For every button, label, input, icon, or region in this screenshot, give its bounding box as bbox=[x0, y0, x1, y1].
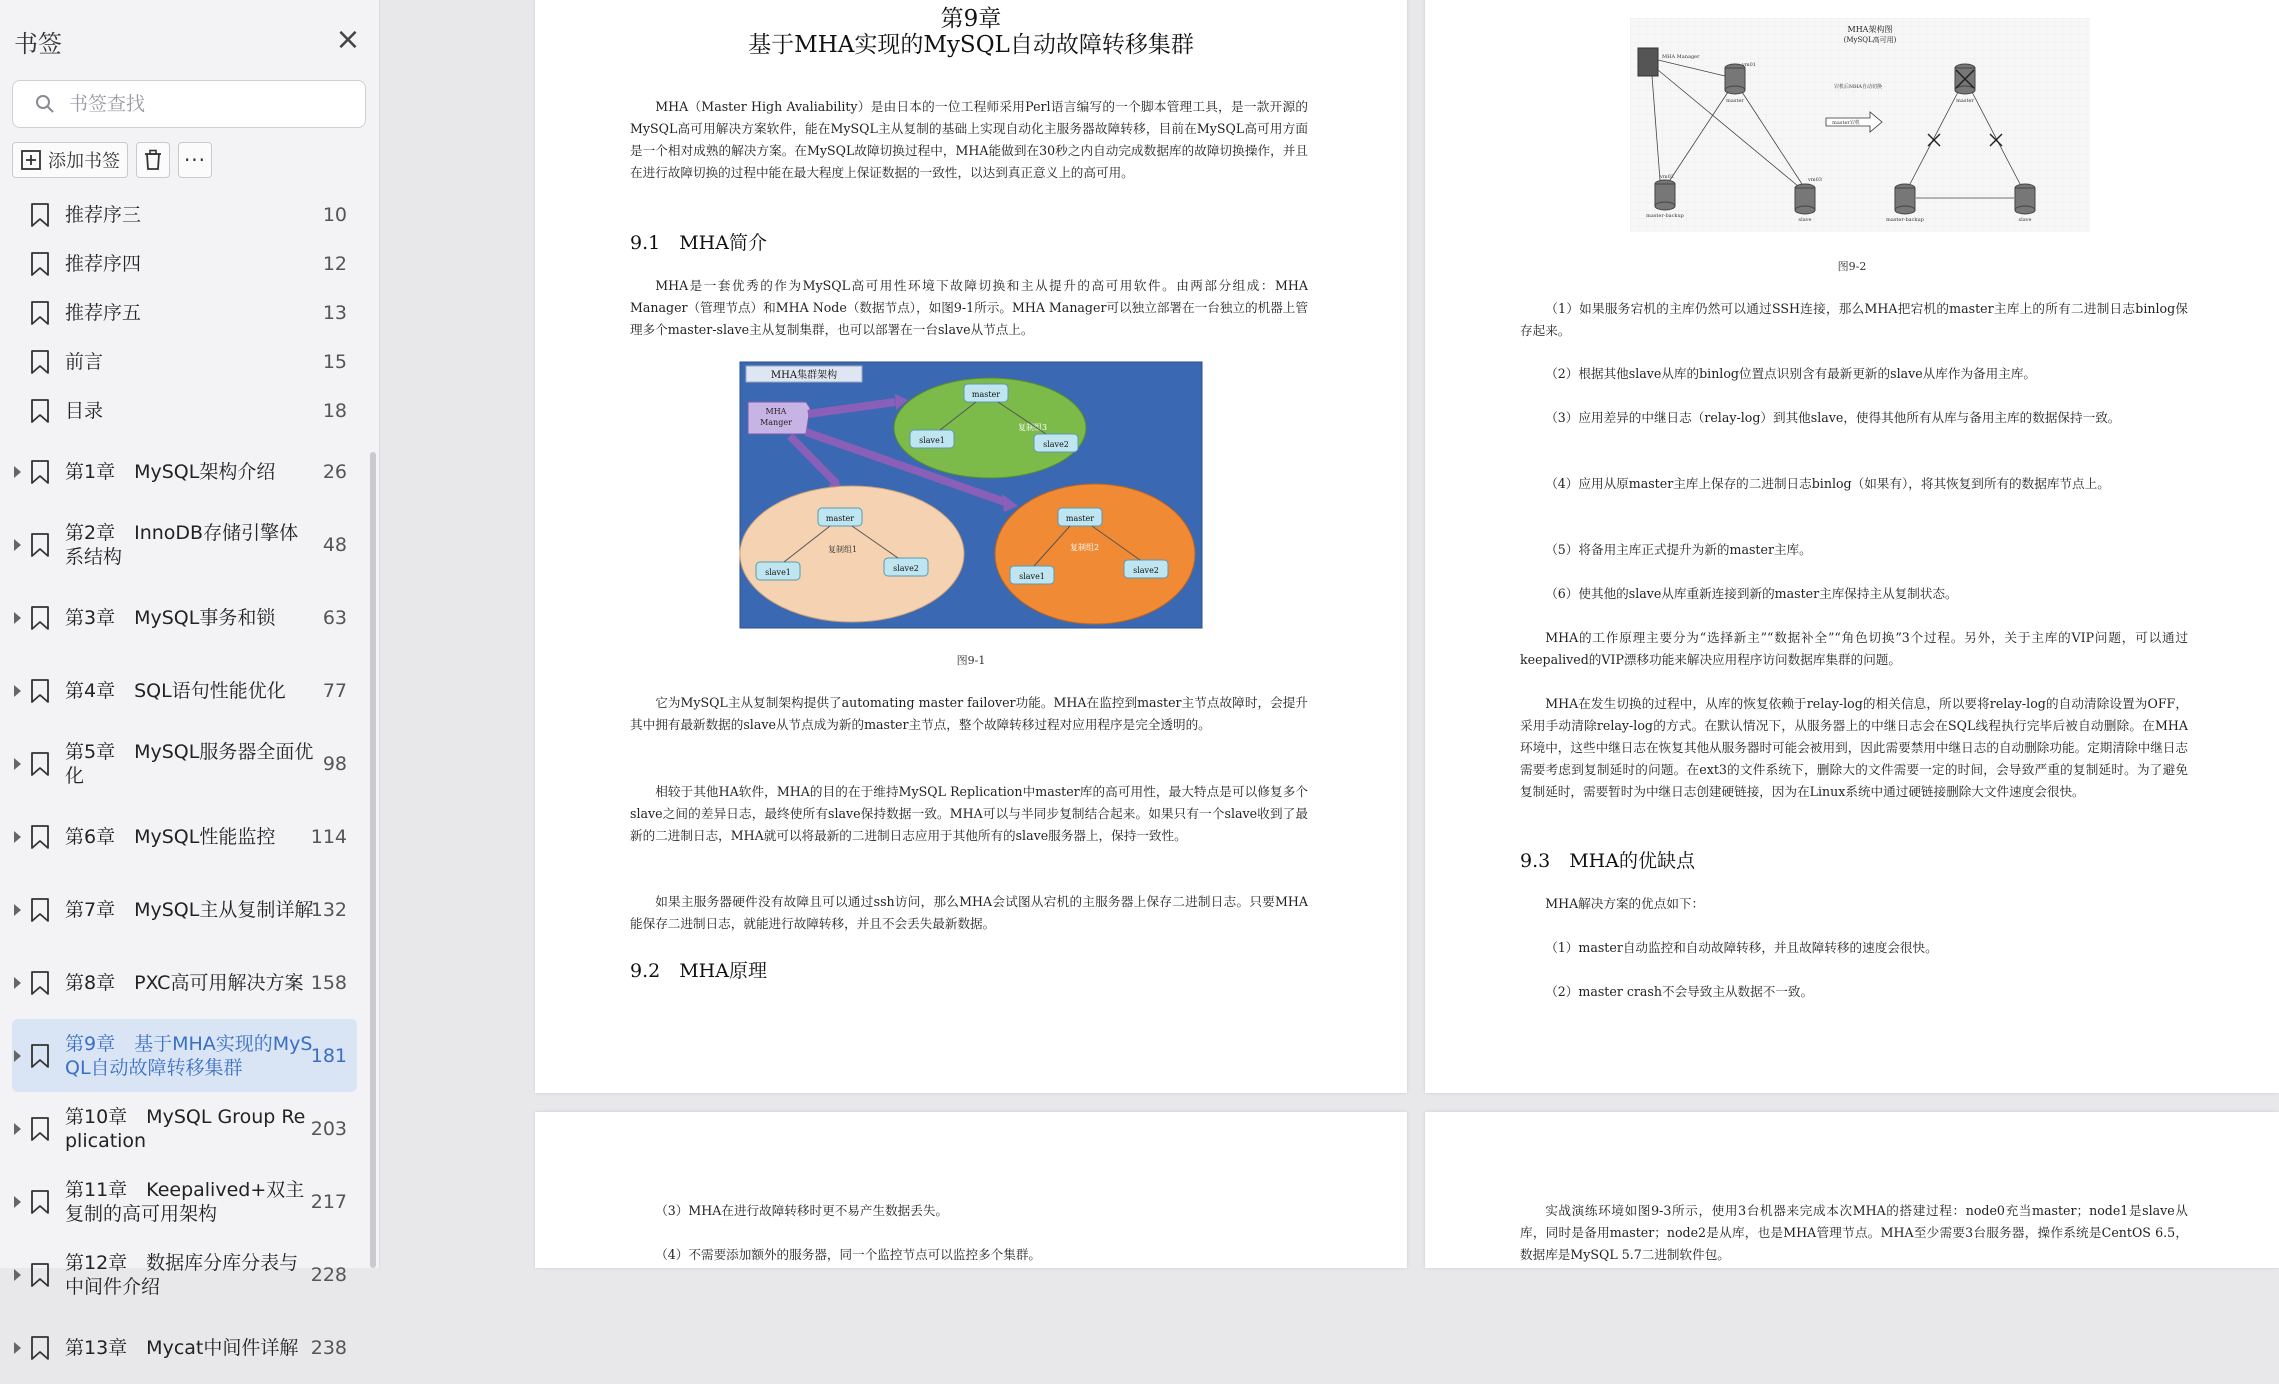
bookmark-label: 第7章 MySQL主从复制详解 bbox=[65, 898, 314, 921]
fig1-g2-master: master bbox=[1065, 514, 1095, 523]
bookmark-label: 第4章 SQL语句性能优化 bbox=[65, 679, 286, 702]
bookmark-item[interactable] bbox=[12, 800, 357, 873]
bookmark-page-number: 13 bbox=[322, 301, 347, 324]
svg-text:MHA: MHA bbox=[765, 407, 787, 416]
expand-caret-icon[interactable] bbox=[14, 1050, 21, 1062]
bookmark-label: 第9章 基于MHA实现的MySQL自动故障转移集群 bbox=[65, 1032, 313, 1079]
bookmark-label: 第2章 InnoDB存储引擎体系结构 bbox=[65, 521, 299, 568]
add-bookmark-button[interactable] bbox=[12, 142, 128, 178]
document-page-left bbox=[535, 0, 1407, 1093]
bookmark-page-number: 238 bbox=[310, 1336, 347, 1359]
section-heading-9-1: 9.1 MHA简介 bbox=[630, 232, 767, 254]
lab-env-paragraph: 实战演练环境如图9-3所示，使用3台机器来完成本次MHA的搭建过程：node0充当master；node1是slave从库，同时是备用master；node2是从库，也是MHA管理节点。MHA至少需要3台服务器，操作系统是CentOS 6.5，数据库是MySQL 5.7二进制软件包。 bbox=[1520, 1203, 2188, 1262]
bookmark-page-number: 114 bbox=[310, 825, 347, 848]
figure-9-1-caption: 图9-1 bbox=[956, 654, 986, 667]
document-page-left-next bbox=[535, 1112, 1407, 1268]
bookmark-icon bbox=[30, 898, 50, 922]
bookmark-icon bbox=[30, 752, 50, 776]
step-1: （1）如果服务宕机的主库仍然可以通过SSH连接，那么MHA把宕机的master主库上的所有二进制日志binlog保存起来。 bbox=[1520, 301, 2188, 338]
bookmark-item[interactable] bbox=[12, 508, 357, 581]
bookmark-icon bbox=[30, 1117, 50, 1141]
fig1-g3-slave2: slave2 bbox=[1043, 440, 1069, 449]
bookmark-icon bbox=[30, 679, 50, 703]
bookmark-page-number: 18 bbox=[322, 399, 347, 422]
expand-caret-icon[interactable] bbox=[14, 1342, 21, 1354]
document-page-right-next bbox=[1425, 1112, 2279, 1268]
expand-caret-icon[interactable] bbox=[14, 685, 21, 697]
bookmark-item[interactable] bbox=[12, 873, 357, 946]
bookmark-page-number: 228 bbox=[310, 1263, 347, 1286]
step-3: （3）应用差异的中继日志（relay-log）到其他slave，使得其他所有从库与备用主库的数据保持一致。 bbox=[1545, 410, 2121, 425]
fig2-arrow-note: 宕机后MHA自动切换 bbox=[1833, 84, 1883, 90]
expand-caret-icon[interactable] bbox=[14, 831, 21, 843]
fig1-g1-slave2: slave2 bbox=[893, 564, 919, 573]
bookmark-item[interactable] bbox=[12, 239, 357, 288]
bookmark-page-number: 158 bbox=[310, 971, 347, 994]
advantages-intro: MHA解决方案的优点如下： bbox=[1545, 896, 1705, 911]
more-options-button[interactable]: ··· bbox=[178, 142, 212, 178]
paragraph-4: 如果主服务器硬件没有故障且可以通过ssh访问，那么MHA会试图从宕机的主服务器上保存二进制日志。只要MHA能保存二进制日志，就能进行故障转移，并且不会丢失最新数据。 bbox=[630, 894, 1308, 931]
paragraph-3: 相较于其他HA软件，MHA的目的在于维持MySQL Replication中master库的高可用性，最大特点是可以修复多个slave之间的差异日志，最终使所有slave保持数据一致。MHA可以与半同步复制结合起来。如果只有一个slave收到了最新的二进制日志，MHA就可以将最新的二进制日志应用于其他所有的slave服务器上，保持一致性。 bbox=[630, 784, 1308, 843]
fig2-right-master-label: master bbox=[1956, 98, 1974, 104]
bookmark-item[interactable] bbox=[12, 1238, 357, 1311]
bookmark-item[interactable] bbox=[12, 288, 357, 337]
bookmark-label: 推荐序五 bbox=[65, 301, 142, 324]
bookmark-search-input[interactable] bbox=[69, 87, 349, 121]
section-heading-9-3: 9.3 MHA的优缺点 bbox=[1520, 850, 1695, 872]
fig2-n3: vm03 bbox=[1808, 177, 1822, 183]
fig1-title: MHA集群架构 bbox=[770, 370, 838, 381]
advantage-2: （2）master crash不会导致主从数据不一致。 bbox=[1545, 984, 1814, 999]
relay-log-paragraph: MHA在发生切换的过程中，从库的恢复依赖于relay-log的相关信息，所以要将relay-log的自动清除设置为OFF，采用手动清除relay-log的方式。在默认情况下，从服务器上的中继日志会在SQL线程执行完毕后被自动删除。在MHA环境中，这些中继日志在恢复其他从服务器时可能会被用到，因此需要禁用中继日志的自动删除功能。定期清除中继日志需要考虑到复制延时的问题。在ext3的文件系统下，删除大的文件需要一定的时间，会导致严重的复制延时。为了避免复制延时，需要暂时为中继日志创建硬链接，因为在Linux系统中通过硬链接删除大文件速度会很快。 bbox=[1520, 696, 2188, 799]
bookmark-page-number: 203 bbox=[310, 1117, 347, 1140]
step-2: （2）根据其他slave从库的binlog位置点识别含有最新更新的slave从库作为备用主库。 bbox=[1545, 366, 2037, 381]
bookmark-item[interactable] bbox=[12, 337, 357, 386]
chapter-number: 第9章 bbox=[940, 6, 1002, 32]
svg-text:Manger: Manger bbox=[760, 418, 792, 427]
expand-caret-icon[interactable] bbox=[14, 758, 21, 770]
bookmark-icon bbox=[30, 350, 50, 374]
fig1-g1-master: master bbox=[825, 514, 855, 523]
bookmark-label: 第11章 Keepalived+双主复制的高可用架构 bbox=[65, 1178, 305, 1225]
bookmark-icon bbox=[30, 825, 50, 849]
add-bookmark-icon bbox=[20, 149, 42, 171]
fig2-right-slave-label: slave bbox=[2018, 217, 2032, 223]
bookmark-icon bbox=[30, 606, 50, 630]
bookmark-label: 第12章 数据库分库分表与中间件介绍 bbox=[65, 1251, 299, 1298]
expand-caret-icon[interactable] bbox=[14, 539, 21, 551]
bookmark-label: 第13章 Mycat中间件详解 bbox=[65, 1336, 299, 1359]
bookmark-item[interactable] bbox=[12, 386, 357, 435]
search-icon bbox=[35, 94, 55, 114]
expand-caret-icon[interactable] bbox=[14, 1269, 21, 1281]
fig2-backup-label: master-backup bbox=[1646, 213, 1684, 219]
bookmark-icon bbox=[30, 1044, 50, 1068]
section-9-1-paragraph: MHA是一套优秀的作为MySQL高可用性环境下故障切换和主从提升的高可用软件。由两部分组成：MHA Manager（管理节点）和MHA Node（数据节点），如图9-1所示。MHA Manager可以独立部署在一台独立的机器上管理多个master-slave主从复制集群，也可以部署在一台slave从节点上。 bbox=[630, 278, 1308, 337]
bookmark-page-number: 12 bbox=[322, 252, 347, 275]
expand-caret-icon[interactable] bbox=[14, 1196, 21, 1208]
bookmark-icon bbox=[30, 301, 50, 325]
fig2-master-label: master bbox=[1726, 98, 1744, 104]
bookmark-item[interactable] bbox=[12, 1311, 357, 1384]
advantage-3: （3）MHA在进行故障转移时更不易产生数据丢失。 bbox=[655, 1203, 949, 1218]
figure-mha-cluster bbox=[740, 362, 1202, 628]
expand-caret-icon[interactable] bbox=[14, 904, 21, 916]
paragraph-2: 它为MySQL主从复制架构提供了automating master failover功能。MHA在监控到master主节点故障时，会提升其中拥有最新数据的slave从节点成为新的master主节点，整个故障转移过程对应用程序是完全透明的。 bbox=[630, 695, 1308, 732]
fig2-right-backup-label: master-backup bbox=[1886, 217, 1924, 223]
bookmark-icon bbox=[30, 1263, 50, 1287]
bookmark-label: 第6章 MySQL性能监控 bbox=[65, 825, 276, 848]
bookmark-item[interactable] bbox=[12, 435, 357, 508]
bookmark-search[interactable] bbox=[12, 80, 366, 128]
bookmark-page-number: 48 bbox=[322, 533, 347, 556]
fig2-subtitle: (MySQL高可用) bbox=[1843, 36, 1897, 44]
bookmark-page-number: 63 bbox=[322, 606, 347, 629]
fig2-title: MHA架构图 bbox=[1847, 25, 1893, 34]
trash-icon bbox=[143, 149, 163, 171]
bookmark-page-number: 77 bbox=[322, 679, 347, 702]
expand-caret-icon[interactable] bbox=[14, 466, 21, 478]
bookmark-icon bbox=[30, 971, 50, 995]
fig1-g3-slave1: slave1 bbox=[919, 436, 945, 445]
fig1-group3-label: 复制组3 bbox=[1018, 423, 1048, 432]
bookmark-label: 推荐序四 bbox=[65, 252, 142, 275]
bookmark-item[interactable] bbox=[12, 1092, 357, 1165]
bookmark-icon bbox=[30, 203, 50, 227]
bookmark-item[interactable] bbox=[12, 1019, 357, 1092]
step-4: （4）应用从原master主库上保存的二进制日志binlog（如果有），将其恢复到所有的数据库节点上。 bbox=[1545, 476, 2110, 491]
bookmark-icon bbox=[30, 399, 50, 423]
step-6: （6）使其他的slave从库重新连接到新的master主库保持主从复制状态。 bbox=[1545, 586, 1958, 601]
fig2-slave-label: slave bbox=[1798, 217, 1812, 223]
expand-caret-icon[interactable] bbox=[14, 1123, 21, 1135]
delete-bookmark-button[interactable] bbox=[136, 142, 170, 178]
intro-paragraph: MHA（Master High Avaliability）是由日本的一位工程师采用Perl语言编写的一个脚本管理工具，是一款开源的MySQL高可用解决方案软件，能在MySQL主从复制的基础上实现自动化主服务器故障转移，目前在MySQL高可用方面是一个相对成熟的解决方案。在MySQL故障切换过程中，MHA能做到在30秒之内自动完成数据库的故障切换操作，并且在进行故障切换的过程中能在最大程度上保证数据的一致性，以达到真正意义上的高可用。 bbox=[630, 99, 1308, 180]
sidebar-title: 书签 bbox=[14, 30, 62, 58]
bookmark-page-number: 217 bbox=[310, 1190, 347, 1213]
bookmark-label: 第1章 MySQL架构介绍 bbox=[65, 460, 276, 483]
bookmark-item[interactable] bbox=[12, 1165, 357, 1238]
bookmark-page-number: 15 bbox=[322, 350, 347, 373]
bookmark-label: 第8章 PXC高可用解决方案 bbox=[65, 971, 304, 994]
fig2-switch-label: master宕机 bbox=[1832, 120, 1860, 126]
bookmark-icon bbox=[30, 1336, 50, 1360]
fig1-group1-label: 复制组1 bbox=[828, 545, 858, 554]
fig2-manager-label: MHA Manager bbox=[1662, 54, 1700, 60]
figure-mha-architecture bbox=[1630, 18, 2090, 232]
step-5: （5）将备用主库正式提升为新的master主库。 bbox=[1545, 542, 1812, 557]
bookmark-label: 推荐序三 bbox=[65, 203, 142, 226]
fig1-group2-label: 复制组2 bbox=[1070, 543, 1100, 552]
document-page-right bbox=[1425, 0, 2279, 1093]
close-icon[interactable]: × bbox=[335, 22, 361, 57]
bookmark-label: 第10章 MySQL Group Replication bbox=[65, 1105, 306, 1152]
bookmark-page-number: 98 bbox=[322, 752, 347, 775]
bookmark-label: 第5章 MySQL服务器全面优化 bbox=[65, 740, 314, 787]
bookmark-item[interactable] bbox=[12, 946, 357, 1019]
bookmark-sidebar bbox=[0, 0, 380, 1359]
bookmark-icon bbox=[30, 460, 50, 484]
bookmark-item[interactable] bbox=[12, 654, 357, 727]
fig1-g2-slave1: slave1 bbox=[1019, 572, 1045, 581]
advantage-4: （4）不需要添加额外的服务器，同一个监控节点可以监控多个集群。 bbox=[655, 1247, 1042, 1262]
bookmark-item[interactable] bbox=[12, 727, 357, 800]
bookmark-label: 第3章 MySQL事务和锁 bbox=[65, 606, 276, 629]
bookmark-page-number: 10 bbox=[322, 203, 347, 226]
add-bookmark-label: 添加书签 bbox=[48, 151, 120, 172]
fig2-n1: vm01 bbox=[1742, 62, 1756, 68]
fig1-g1-slave1: slave1 bbox=[765, 568, 791, 577]
chapter-title: 基于MHA实现的MySQL自动故障转移集群 bbox=[748, 32, 1194, 58]
bookmark-page-number: 181 bbox=[310, 1044, 347, 1067]
bookmark-label: 目录 bbox=[65, 399, 104, 422]
bookmark-icon bbox=[30, 1190, 50, 1214]
bookmark-item[interactable] bbox=[12, 581, 357, 654]
bookmark-page-number: 26 bbox=[322, 460, 347, 483]
fig1-g3-master: master bbox=[971, 390, 1001, 399]
expand-caret-icon[interactable] bbox=[14, 977, 21, 989]
bookmark-item[interactable] bbox=[12, 190, 357, 239]
section-heading-9-2: 9.2 MHA原理 bbox=[630, 960, 767, 982]
fig2-n2: vm02 bbox=[1660, 174, 1674, 180]
advantage-1: （1）master自动监控和自动故障转移，并且故障转移的速度会很快。 bbox=[1545, 940, 1938, 955]
sidebar-scrollbar[interactable] bbox=[370, 452, 376, 1268]
bookmark-icon bbox=[30, 533, 50, 557]
bookmark-icon bbox=[30, 252, 50, 276]
fig1-g2-slave2: slave2 bbox=[1133, 566, 1159, 575]
bookmark-label: 前言 bbox=[65, 350, 104, 373]
expand-caret-icon[interactable] bbox=[14, 612, 21, 624]
bookmark-page-number: 132 bbox=[310, 898, 347, 921]
figure-9-2-caption: 图9-2 bbox=[1837, 260, 1867, 273]
bookmark-list bbox=[12, 190, 357, 1384]
principle-paragraph: MHA的工作原理主要分为“选择新主”“数据补全”“角色切换”3个过程。另外，关于主库的VIP问题，可以通过keepalived的VIP漂移功能来解决应用程序访问数据库集群的问题。 bbox=[1520, 630, 2188, 667]
